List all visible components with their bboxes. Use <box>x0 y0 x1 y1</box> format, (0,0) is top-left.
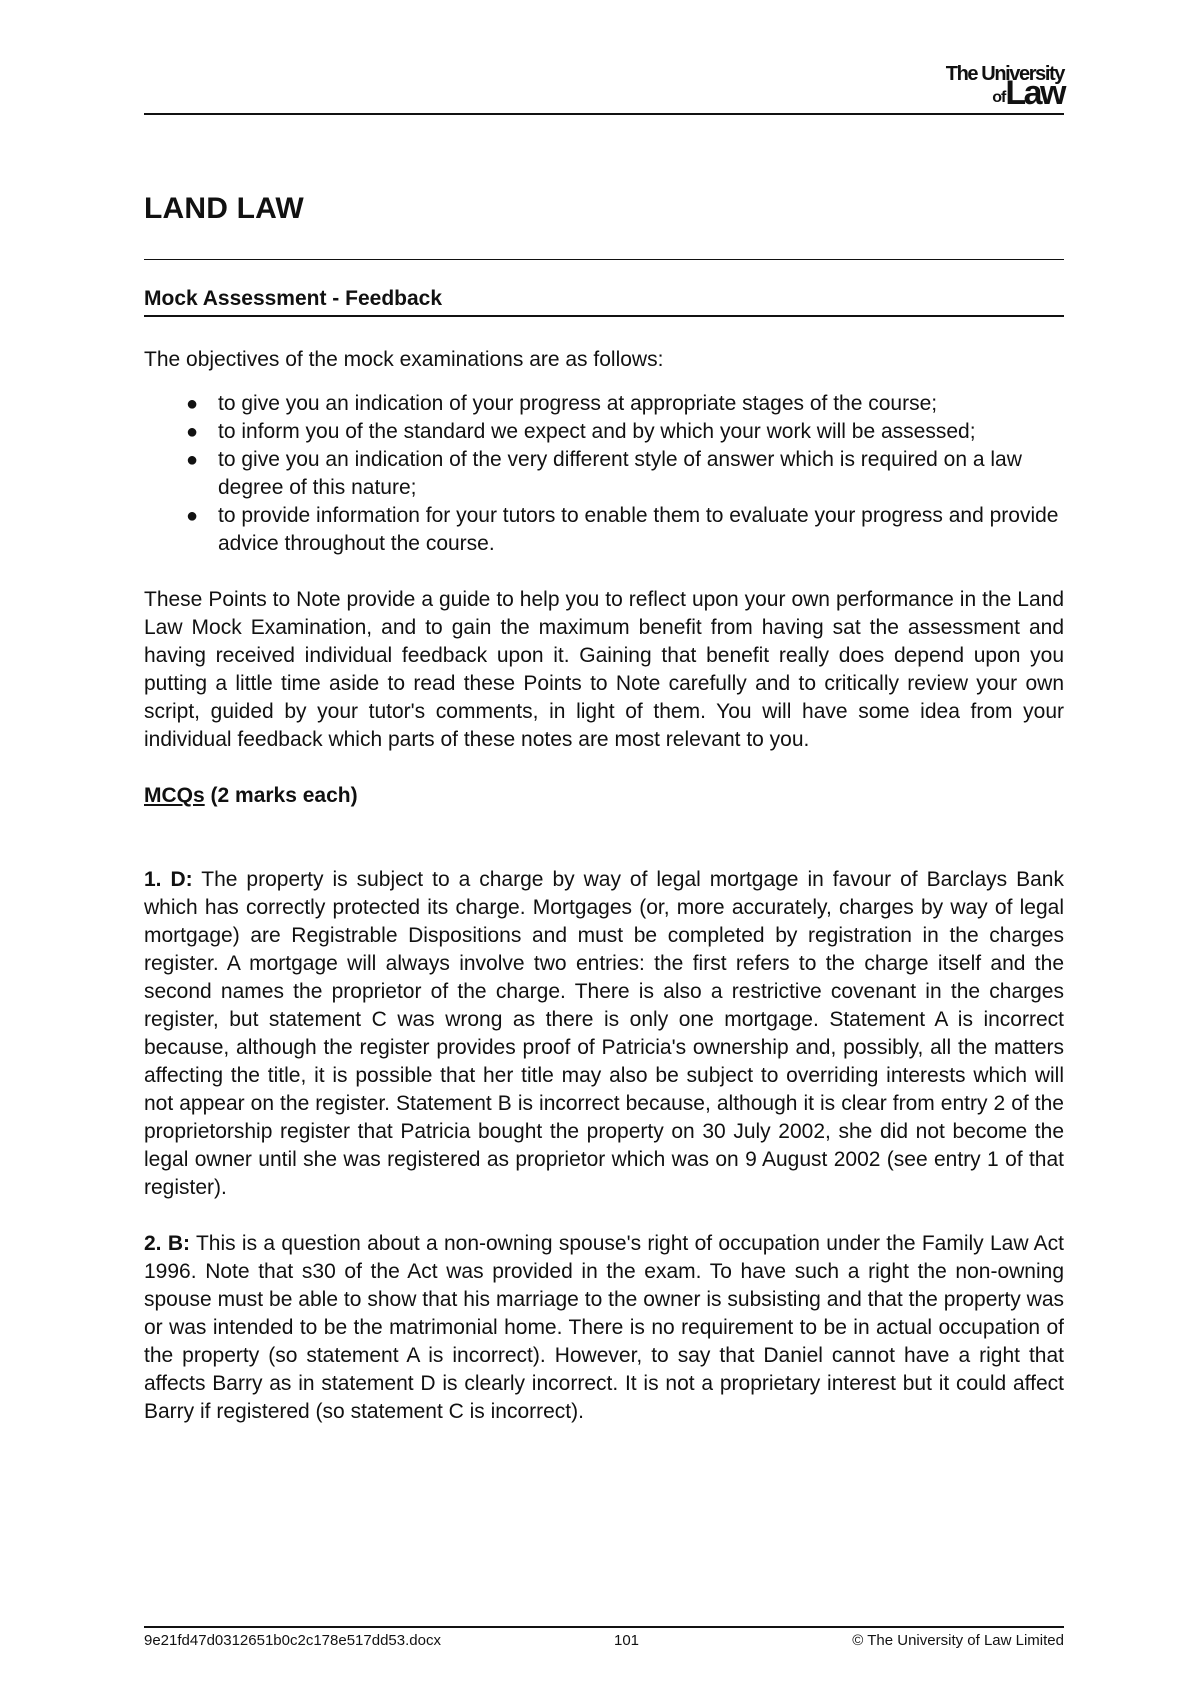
objective-text: to give you an indication of your progress at appropriate stages of the course; <box>218 392 938 415</box>
answer-paragraph-2 <box>144 1230 1064 1426</box>
list-item <box>144 446 1064 502</box>
header-rule <box>144 113 1064 115</box>
list-item <box>144 390 1064 418</box>
bullet-icon: ● <box>186 393 199 415</box>
mcq-heading-label: MCQs <box>144 784 205 807</box>
bullet-icon: ● <box>186 421 199 443</box>
bullet-icon: ● <box>186 505 199 527</box>
footer-filename: 9e21fd47d0312651b0c2c178e517dd53.docx <box>144 1632 441 1649</box>
mcq-heading <box>144 782 1064 810</box>
objective-text: to inform you of the standard we expect and by which your work will be assessed; <box>218 420 976 443</box>
objectives-list <box>144 390 1064 558</box>
logo-of-text: of <box>992 89 1006 106</box>
university-logo <box>946 64 1064 110</box>
footer-copyright: © The University of Law Limited <box>852 1632 1064 1649</box>
points-to-note-paragraph: These Points to Note provide a guide to help you to reflect upon your own performance in the Land Law Mock Examination, and to gain the maximum benefit from having sat the assessment and having received individual feedback upon it. Gaining that benefit really does depend upon you putting a little time aside to read these Points to Note carefully and to critically review your own script, guided by your tutor's comments, in light of them. You will have some idea from your individual feedback which parts of these notes are most relevant to you. <box>144 588 1064 751</box>
answer-label: 1. D: <box>144 868 193 891</box>
logo-university-text: The University <box>945 63 1064 85</box>
list-item <box>144 502 1064 558</box>
mcq-heading-marks: (2 marks each) <box>210 784 358 807</box>
answer-text: The property is subject to a charge by way of legal mortgage in favour of Barclays Bank which has correctly protected its charge. Mortgages (or, more accurately, charges by way of legal mortgage) are Registrable Dispositions and must be completed by registration in the charges register. A mortgage will always involve two entries: the first refers to the charge itself and the second names the proprietor of the charge. There is also a restrictive covenant in the charges register, but statement C was wrong as there is only one mortgage. Statement A is incorrect because, although the register provides proof of Patricia's ownership and, possibly, all the matters affecting the title, it is possible that her title may also be subject to overriding interests which will not appear on the register. Statement B is incorrect because, although it is clear from entry 2 of the proprietorship register that Patricia bought the property on 30 July 2002, she did not become the legal owner until she was registered as proprietor which was on 9 August 2002 (see entry 1 of that register). <box>144 868 1064 1199</box>
answer-paragraph-1 <box>144 866 1064 1202</box>
objective-text: to give you an indication of the very different style of answer which is required on a law degree of this nature; <box>218 448 1022 499</box>
answer-text: This is a question about a non-owning spouse's right of occupation under the Family Law Act 1996. Note that s30 of the Act was provided in the exam. To have such a right the non-owning spouse must be able to show that his marriage to the owner is subsisting and that the property was or was intended to be the matrimonial home. There is no requirement to be in actual occupation of the property (so statement A is incorrect). However, to say that Daniel cannot have a right that affects Barry as in statement D is clearly incorrect. It is not a proprietary interest but it could affect Barry if registered (so statement C is incorrect). <box>144 1232 1064 1423</box>
answer-label: 2. B: <box>144 1232 190 1255</box>
section-heading: Mock Assessment - Feedback <box>144 287 1064 317</box>
logo-law-text: Law <box>1005 74 1064 112</box>
objective-text: to provide information for your tutors to enable them to evaluate your progress and provide advice throughout the course. <box>218 504 1059 555</box>
title-rule <box>144 259 1064 260</box>
document-body <box>144 346 1064 1454</box>
footer-rule <box>144 1626 1064 1628</box>
footer-page-number: 101 <box>614 1632 640 1649</box>
document-title: LAND LAW <box>144 192 304 225</box>
bullet-icon: ● <box>186 449 199 471</box>
list-item <box>144 418 1064 446</box>
intro-paragraph: The objectives of the mock examinations are as follows: <box>144 348 664 371</box>
